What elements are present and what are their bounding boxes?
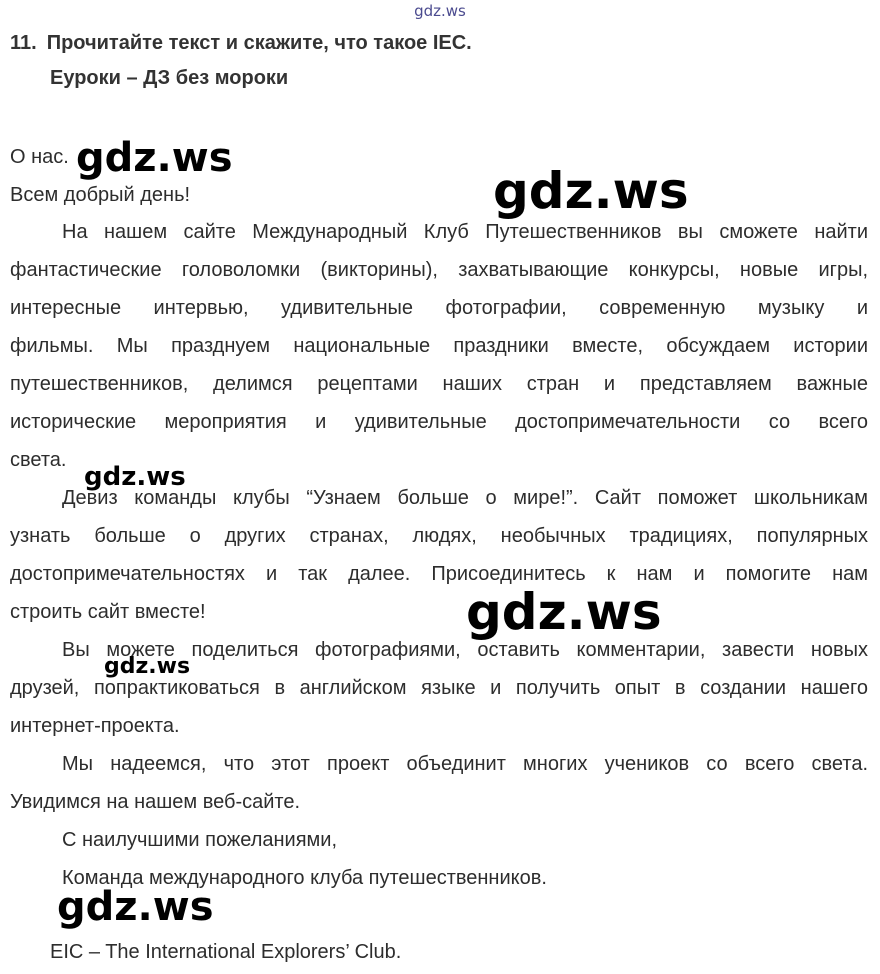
paragraph-1-line: фантастические головоломки (викторины), захватывающие конкурсы, новые игры, — [10, 259, 868, 281]
signature-line: Команда международного клуба путешественников. — [62, 867, 547, 889]
task-number: 11. — [10, 32, 37, 54]
closing-line: С наилучшими пожеланиями, — [62, 829, 338, 851]
task-title — [10, 32, 472, 55]
paragraph-2-line: узнать больше о других странах, людях, необычных традициях, популярных — [10, 525, 868, 547]
watermark-top: gdz.ws — [414, 2, 466, 20]
paragraph-1-line: света. — [10, 449, 67, 471]
paragraph-2-line: строить сайт вместе! — [10, 601, 206, 623]
paragraph-1-line: исторические мероприятия и удивительные достопримечательности со всего — [10, 411, 868, 433]
paragraph-1-line: На нашем сайте Международный Клуб Путешественников вы сможете найти — [62, 221, 868, 243]
paragraph-4-line: Мы надеемся, что этот проект объединит многих учеников со всего света. — [62, 753, 868, 775]
watermark: gdz.ws — [84, 462, 186, 492]
paragraph-3-line: Вы можете поделиться фотографиями, оставить комментарии, завести новых — [62, 639, 868, 661]
paragraph-2-line: Девиз команды клубы “Узнаем больше о мире!”. Сайт поможет школьникам — [62, 487, 868, 509]
paragraph-1-line: путешественников, делимся рецептами наших стран и представляем важные — [10, 373, 868, 395]
watermark: gdz.ws — [57, 884, 214, 930]
about-line: О нас. — [10, 146, 69, 168]
footnote-line: EIC – The International Explorers’ Club. — [50, 941, 402, 963]
paragraph-1-line: интересные интервью, удивительные фотографии, современную музыку и — [10, 297, 868, 319]
watermark: gdz.ws — [104, 654, 191, 679]
task-subtitle: Еуроки – ДЗ без мороки — [50, 67, 289, 89]
task-title-text: Прочитайте текст и скажите, что такое IEC. — [46, 32, 472, 54]
watermark: gdz.ws — [466, 583, 662, 641]
paragraph-2-line: достопримечательностях и так далее. Присоединитесь к нам и помогите нам — [10, 563, 868, 585]
watermark: gdz.ws — [493, 162, 689, 220]
greeting-line: Всем добрый день! — [10, 184, 191, 206]
paragraph-3-line: друзей, попрактиковаться в английском языке и получить опыт в создании нашего — [10, 677, 868, 699]
paragraph-1-line: фильмы. Мы празднуем национальные праздники вместе, обсуждаем истории — [10, 335, 868, 357]
paragraph-3-line: интернет-проекта. — [10, 715, 180, 737]
paragraph-4-line: Увидимся на нашем веб-сайте. — [10, 791, 301, 813]
watermark: gdz.ws — [76, 135, 233, 181]
